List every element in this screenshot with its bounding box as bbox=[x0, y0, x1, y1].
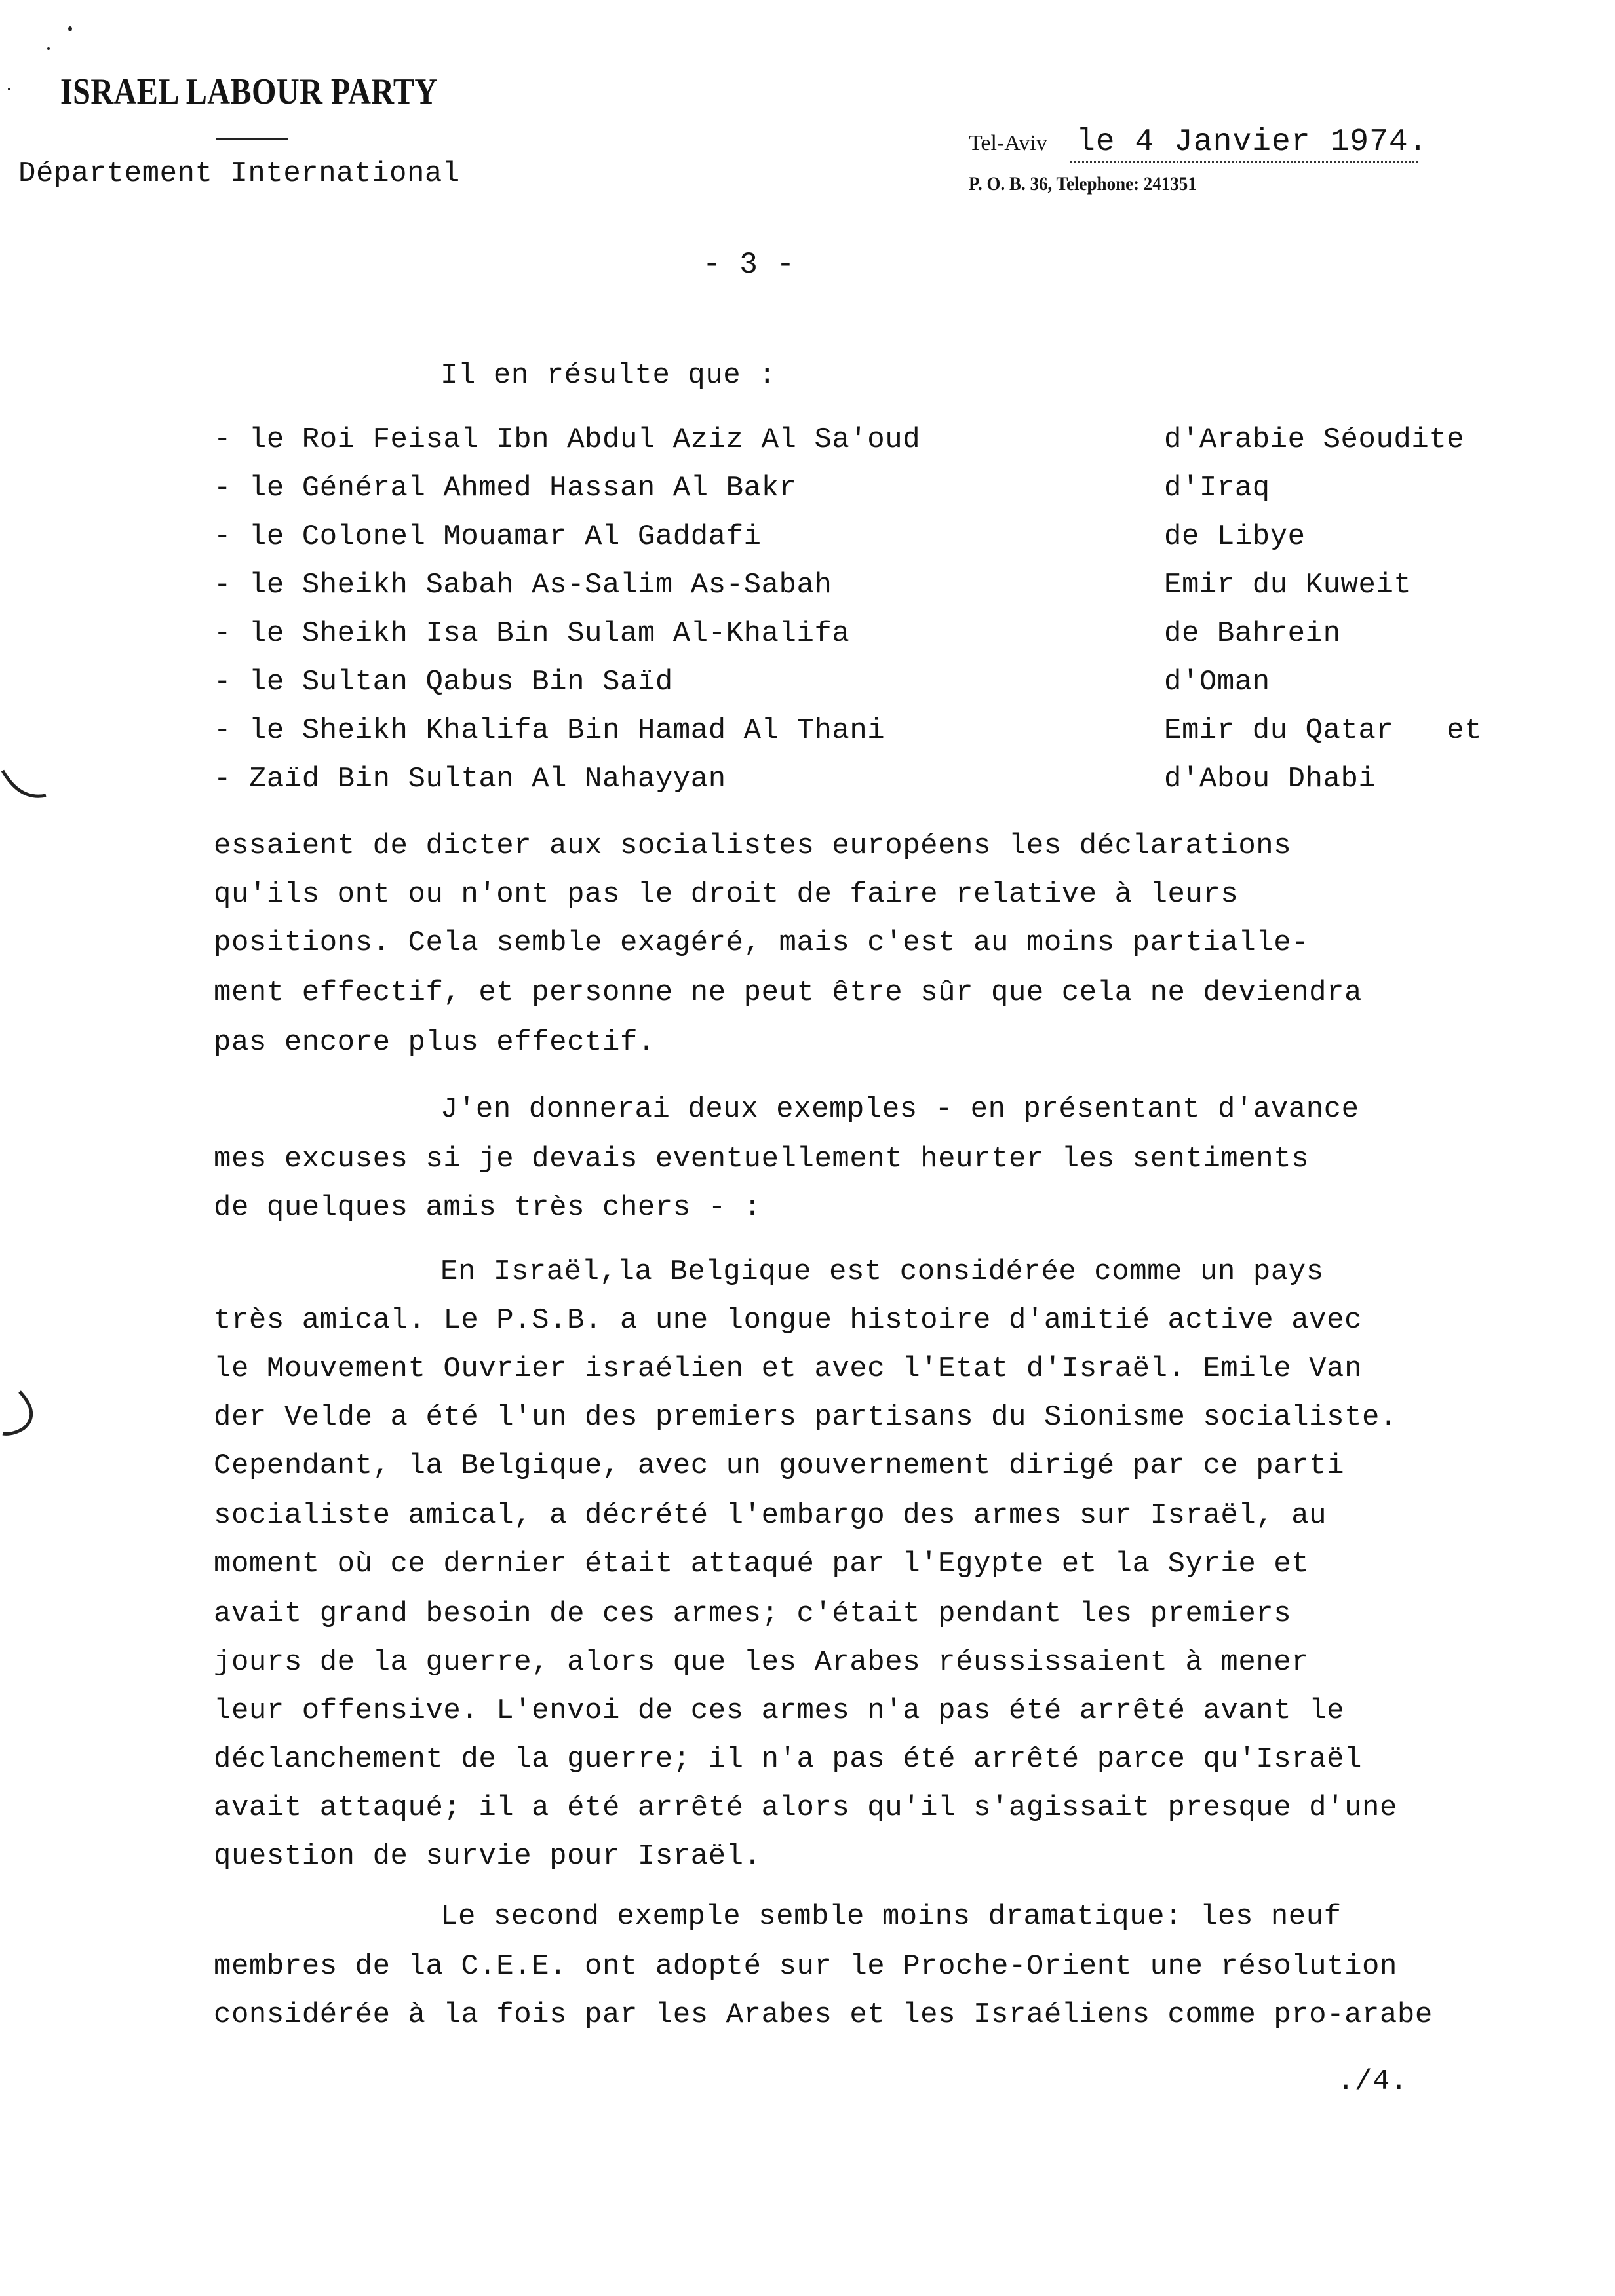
text-line: question de survie pour Israël. bbox=[214, 1840, 762, 1873]
text-line: moment où ce dernier était attaqué par l'Egypte et la Syrie et bbox=[214, 1548, 1310, 1580]
scan-speck bbox=[8, 88, 10, 90]
text-line: très amical. Le P.S.B. a une longue histoire d'amitié active avec bbox=[214, 1304, 1363, 1337]
page-number: - 3 - bbox=[703, 248, 795, 282]
organization-name: ISRAEL LABOUR PARTY bbox=[60, 71, 438, 112]
text-line: membres de la C.E.E. ont adopté sur le Proche-Orient une résolution bbox=[214, 1950, 1397, 1983]
text-line: Cependant, la Belgique, avec un gouvernement dirigé par ce parti bbox=[214, 1449, 1345, 1482]
intro-line: Il en résulte que : bbox=[440, 359, 777, 392]
leader-country: de Libye bbox=[1164, 520, 1306, 553]
text-line: avait attaqué; il a été arrêté alors qu'il s'agissait presque d'une bbox=[214, 1791, 1397, 1824]
text-line: leur offensive. L'envoi de ces armes n'a pas été arrêté avant le bbox=[214, 1694, 1345, 1727]
text-line: considérée à la fois par les Arabes et les Israéliens comme pro-arabe bbox=[214, 1999, 1433, 2031]
leader-name: - le Roi Feisal Ibn Abdul Aziz Al Sa'oud bbox=[214, 423, 921, 456]
header-rule bbox=[216, 138, 288, 140]
contact-info: P. O. B. 36, Telephone: 241351 bbox=[969, 173, 1197, 195]
date-dotted-line bbox=[1070, 161, 1418, 163]
letter-date: le 4 Janvier 1974. bbox=[1076, 124, 1428, 160]
leader-country: d'Arabie Séoudite bbox=[1164, 423, 1465, 456]
text-line: le Mouvement Ouvrier israélien et avec l'Etat d'Israël. Emile Van bbox=[214, 1352, 1363, 1385]
scan-speck bbox=[47, 47, 50, 50]
leader-name: - Zaïd Bin Sultan Al Nahayyan bbox=[214, 763, 726, 795]
text-line: socialiste amical, a décrété l'embargo des armes sur Israël, au bbox=[214, 1499, 1327, 1532]
leader-country: Emir du Qatar et bbox=[1164, 714, 1483, 747]
text-line: Le second exemple semble moins dramatique: les neuf bbox=[440, 1900, 1342, 1933]
text-line: J'en donnerai deux exemples - en présentant d'avance bbox=[440, 1093, 1359, 1126]
text-line: de quelques amis très chers - : bbox=[214, 1191, 762, 1224]
leader-name: - le Colonel Mouamar Al Gaddafi bbox=[214, 520, 762, 553]
text-line: ment effectif, et personne ne peut être sûr que cela ne deviendra bbox=[214, 976, 1363, 1009]
leader-name: - le Général Ahmed Hassan Al Bakr bbox=[214, 472, 797, 505]
leader-country: d'Iraq bbox=[1164, 472, 1270, 505]
binder-hole-mark bbox=[0, 1388, 46, 1447]
text-line: der Velde a été l'un des premiers partisans du Sionisme socialiste. bbox=[214, 1401, 1397, 1434]
leader-country: Emir du Kuweit bbox=[1164, 569, 1412, 602]
text-line: qu'ils ont ou n'ont pas le droit de faire relative à leurs bbox=[214, 878, 1239, 911]
text-line: déclanchement de la guerre; il n'a pas été arrêté parce qu'Israël bbox=[214, 1743, 1363, 1776]
leader-name: - le Sheikh Sabah As-Salim As-Sabah bbox=[214, 569, 832, 602]
leader-name: - le Sheikh Khalifa Bin Hamad Al Thani bbox=[214, 714, 885, 747]
department-name: Département International bbox=[18, 157, 460, 190]
continuation-mark: ./4. bbox=[1337, 2065, 1408, 2098]
text-line: mes excuses si je devais eventuellement heurter les sentiments bbox=[214, 1143, 1310, 1176]
leader-name: - le Sultan Qabus Bin Saïd bbox=[214, 666, 673, 698]
text-line: En Israël,la Belgique est considérée comme un pays bbox=[440, 1255, 1324, 1288]
text-line: positions. Cela semble exagéré, mais c'est au moins partialle- bbox=[214, 927, 1310, 959]
scan-speck bbox=[68, 26, 72, 31]
text-line: avait grand besoin de ces armes; c'était pendant les premiers bbox=[214, 1598, 1292, 1630]
text-line: essaient de dicter aux socialistes européens les déclarations bbox=[214, 830, 1292, 862]
leader-country: d'Oman bbox=[1164, 666, 1270, 698]
leader-name: - le Sheikh Isa Bin Sulam Al-Khalifa bbox=[214, 617, 850, 650]
binder-hole-mark bbox=[0, 767, 52, 806]
leader-country: d'Abou Dhabi bbox=[1164, 763, 1376, 795]
location-label: Tel-Aviv bbox=[969, 131, 1047, 155]
leader-country: de Bahrein bbox=[1164, 617, 1341, 650]
text-line: pas encore plus effectif. bbox=[214, 1026, 655, 1059]
text-line: jours de la guerre, alors que les Arabes réussissaient à mener bbox=[214, 1646, 1310, 1679]
